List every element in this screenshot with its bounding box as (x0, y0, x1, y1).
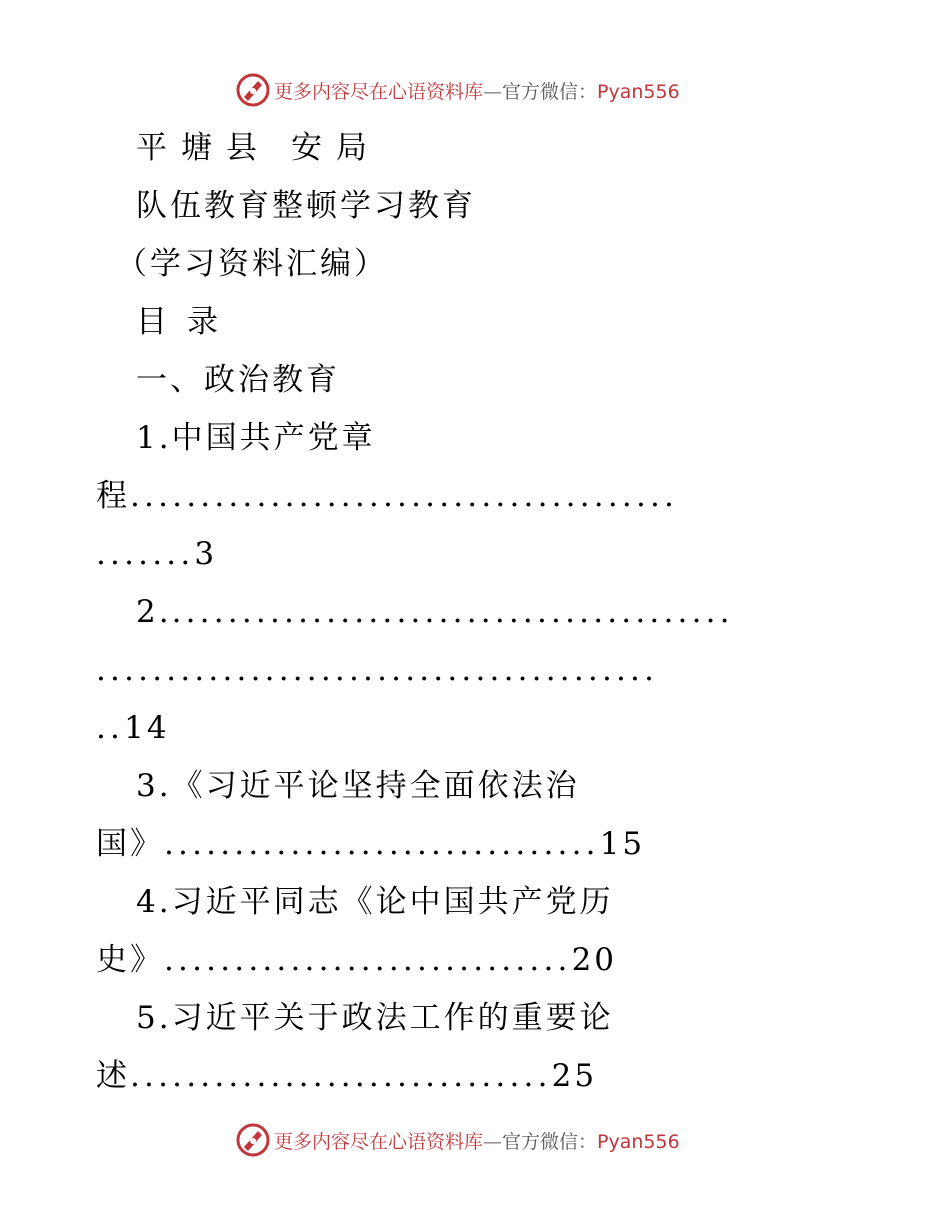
title-county-bureau: 平塘县 安局 (136, 130, 381, 166)
watermark-text: 更多内容尽在心语资料库—官方微信：Pyan556 (274, 1130, 680, 1153)
toc-item-1-page: .......3 (96, 536, 218, 572)
toc-item-2-leader: ........................................ (96, 652, 659, 688)
toc-item-2-title[interactable]: 2......................................... (136, 594, 734, 630)
toc-item-5-title[interactable]: 5.习近平关于政法工作的重要论 (136, 1000, 614, 1036)
watermark-header (236, 72, 680, 108)
pen-logo-icon (236, 73, 270, 107)
pen-logo-icon (236, 1123, 270, 1157)
toc-item-4-title[interactable]: 4.习近平同志《论中国共产党历 (136, 884, 614, 920)
section-heading-political-education: 一、政治教育 (136, 362, 340, 398)
toc-item-1-leader: 程....................................... (96, 478, 679, 514)
toc-item-5-leader: 述..............................25 (96, 1058, 598, 1094)
toc-item-1-title[interactable]: 1.中国共产党章 (136, 420, 376, 456)
watermark-text: 更多内容尽在心语资料库—官方微信：Pyan556 (274, 80, 680, 103)
toc-item-4-leader: 史》.............................20 (96, 942, 618, 978)
watermark-footer (236, 1122, 680, 1158)
contents-heading: 目录 (136, 304, 238, 340)
toc-item-3-leader: 国》...............................15 (96, 826, 646, 862)
toc-item-3-title[interactable]: 3.《习近平论坚持全面依法治 (136, 768, 580, 804)
title-subtitle: （学习资料汇编） (116, 246, 388, 282)
toc-item-2-page: ..14 (96, 710, 170, 746)
title-main: 队伍教育整顿学习教育 (136, 188, 476, 224)
